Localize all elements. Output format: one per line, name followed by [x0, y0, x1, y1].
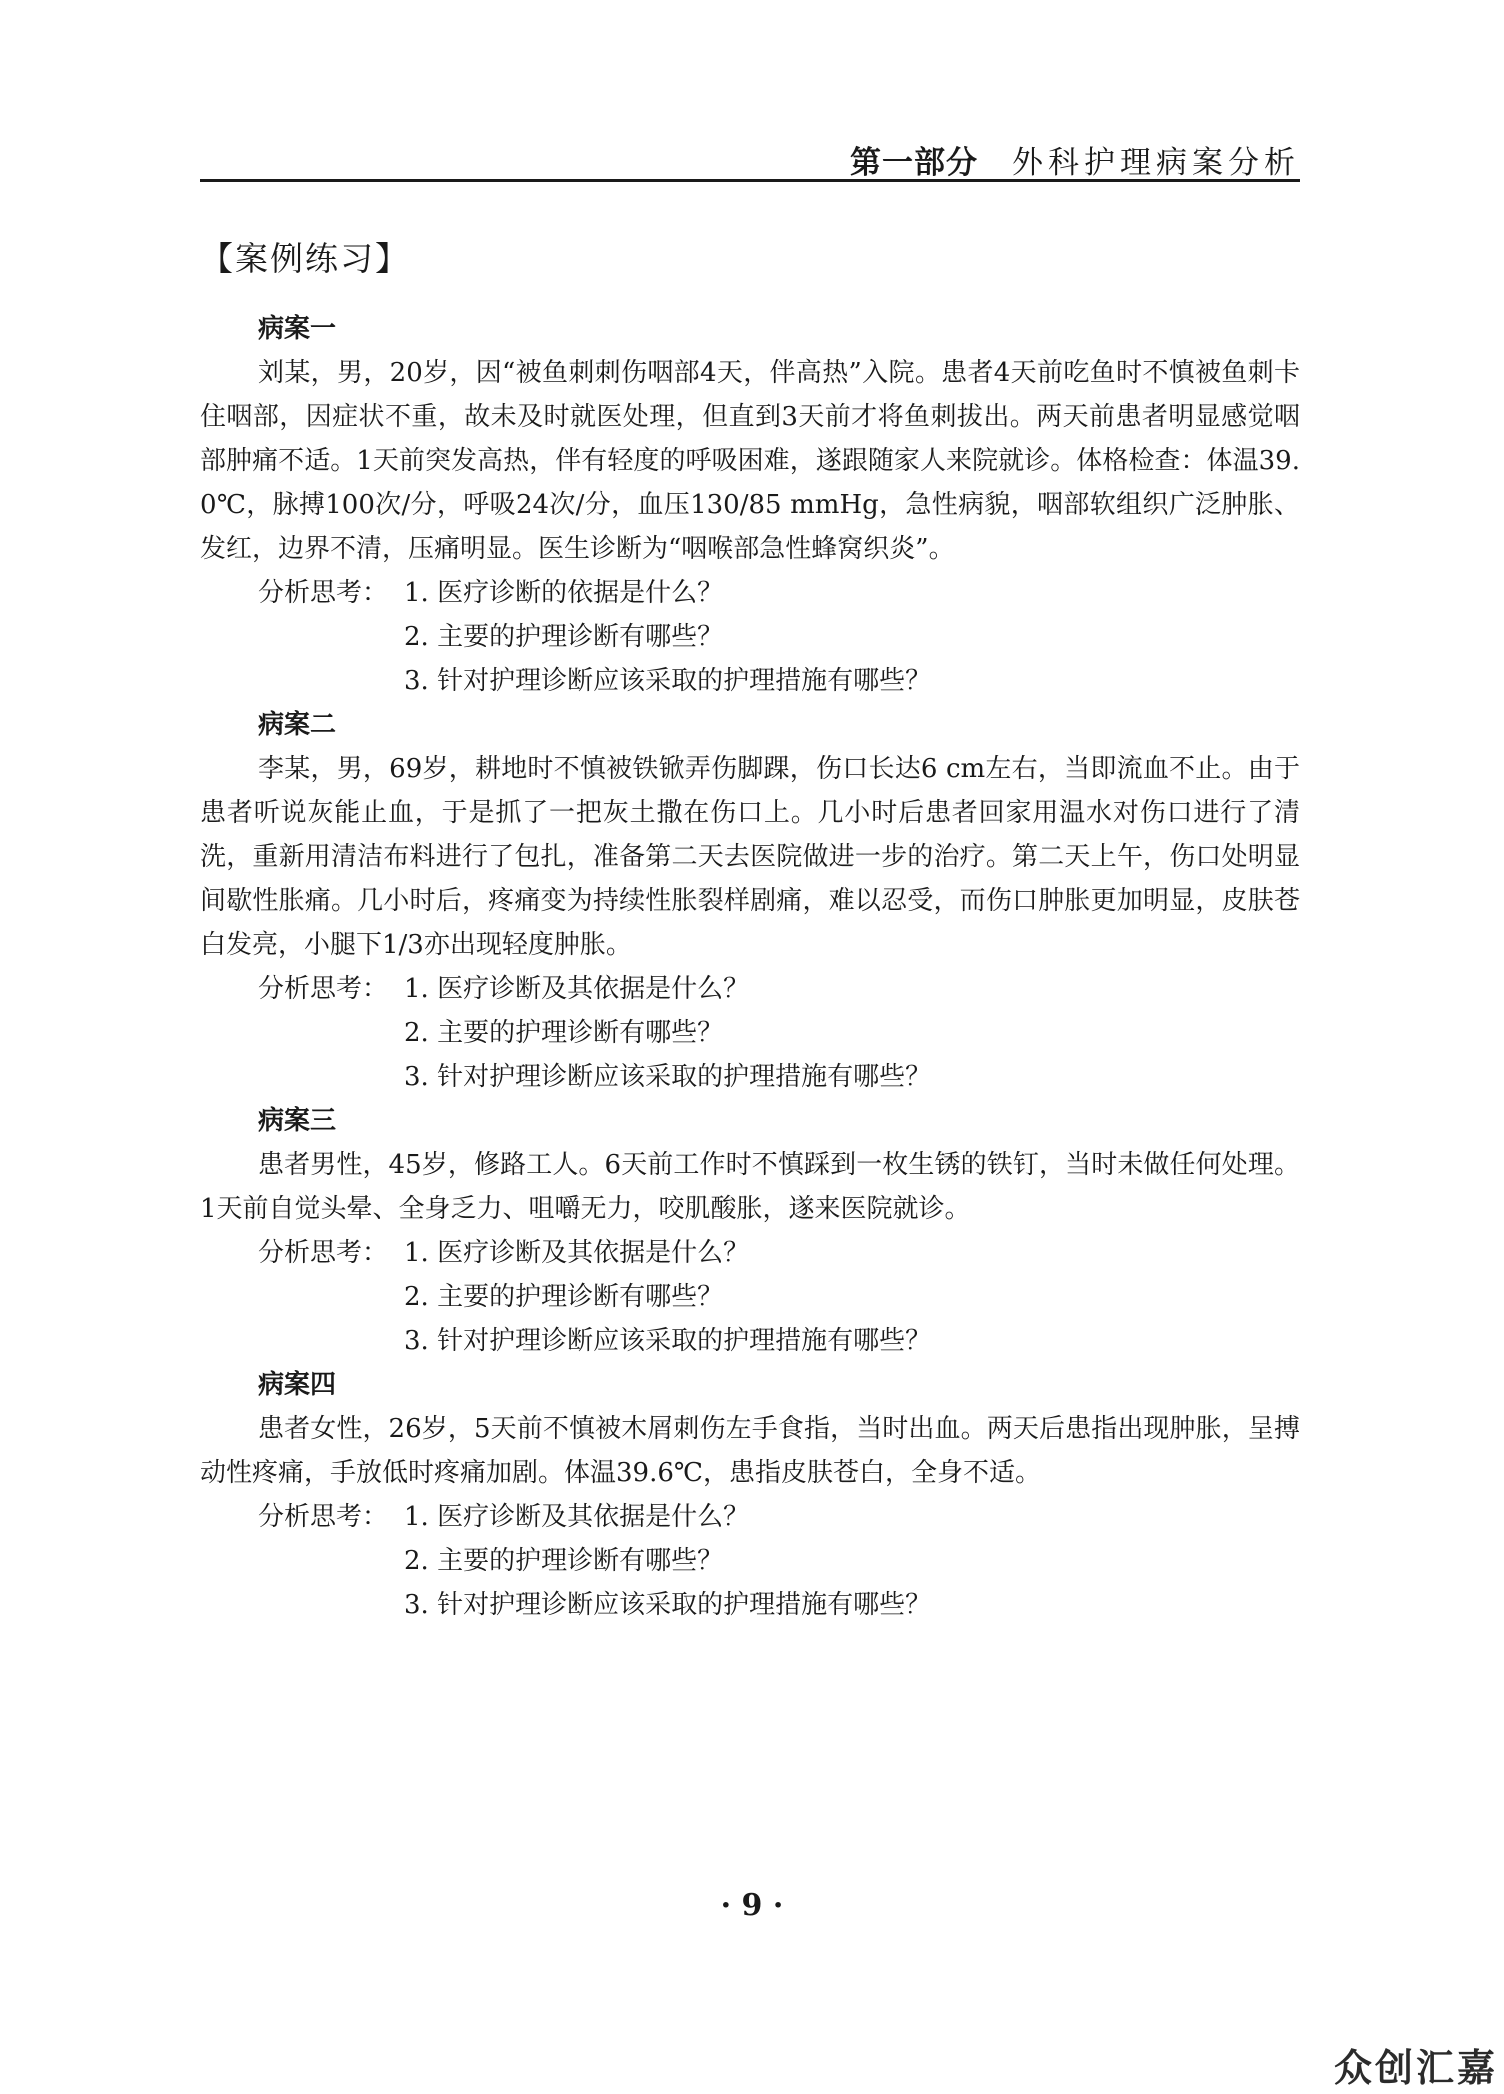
question-item: 2. 主要的护理诊断有哪些？ [404, 1546, 724, 1576]
question-item: 1. 医疗诊断及其依据是什么？ [404, 974, 750, 1004]
question-item: 2. 主要的护理诊断有哪些？ [404, 622, 724, 652]
analysis-label: 分析思考： [258, 1238, 389, 1268]
case-title: 病案四 [258, 1370, 337, 1400]
question-item: 3. 针对护理诊断应该采取的护理措施有哪些？ [404, 1590, 932, 1620]
question-item: 2. 主要的护理诊断有哪些？ [404, 1282, 724, 1312]
header-part-title: 外科护理病案分析 [1012, 145, 1300, 181]
case-text: 刘某，男，20岁，因“被鱼刺刺伤咽部4天，伴高热”入院。患者4天前吃鱼时不慎被鱼刺卡住咽部，因症状不重，故未及时就医处理，但直到3天前才将鱼刺拔出。两天前患者明显感觉咽部肿痛不适。1天前突发高热，伴有轻度的呼吸困难，遂跟随家人来院就诊。体格检查：体温39.0℃，脉搏100次/分，呼吸24次/分，血压130/85 mmHg，急性病貌，咽部软组织广泛肿胀、发红，边界不清，压痛明显。医生诊断为“咽喉部急性蜂窝织炎”。 [200, 358, 1300, 564]
header-part-number: 第一部分 [850, 145, 978, 181]
case-title: 病案二 [258, 710, 337, 740]
case-questions [200, 967, 1300, 1099]
running-header [200, 133, 1300, 182]
question-item: 1. 医疗诊断及其依据是什么？ [404, 1238, 750, 1268]
section-title: 【案例练习】 [200, 239, 410, 278]
case-block [200, 703, 1300, 1099]
analysis-label: 分析思考： [258, 1502, 389, 1532]
case-list [200, 307, 1300, 1627]
case-title: 病案一 [258, 314, 337, 344]
case-questions [200, 571, 1300, 703]
question-item: 3. 针对护理诊断应该采取的护理措施有哪些？ [404, 1326, 932, 1356]
case-questions [200, 1231, 1300, 1363]
case-block [200, 1363, 1300, 1627]
analysis-label: 分析思考： [258, 974, 389, 1004]
question-item: 3. 针对护理诊断应该采取的护理措施有哪些？ [404, 666, 932, 696]
page-number: · 9 · [720, 1888, 784, 1923]
header-part [850, 137, 1300, 182]
case-text: 患者女性，26岁，5天前不慎被木屑刺伤左手食指，当时出血。两天后患指出现肿胀，呈搏动性疼痛，手放低时疼痛加剧。体温39.6℃，患指皮肤苍白，全身不适。 [200, 1414, 1300, 1488]
question-item: 1. 医疗诊断的依据是什么？ [404, 578, 724, 608]
question-item: 3. 针对护理诊断应该采取的护理措施有哪些？ [404, 1062, 932, 1092]
case-block [200, 1099, 1300, 1363]
case-text: 李某，男，69岁，耕地时不慎被铁锨弄伤脚踝，伤口长达6 cm左右，当即流血不止。由于患者听说灰能止血，于是抓了一把灰土撒在伤口上。几小时后患者回家用温水对伤口进行了清洗，重新用清洁布料进行了包扎，准备第二天去医院做进一步的治疗。第二天上午，伤口处明显间歇性胀痛。几小时后，疼痛变为持续性胀裂样剧痛，难以忍受，而伤口肿胀更加明显，皮肤苍白发亮，小腿下1/3亦出现轻度肿胀。 [200, 754, 1300, 960]
watermark-logo: 众创汇嘉 [1333, 2046, 1498, 2090]
case-questions [200, 1495, 1300, 1627]
case-text: 患者男性，45岁，修路工人。6天前工作时不慎踩到一枚生锈的铁钉，当时未做任何处理。1天前自觉头晕、全身乏力、咀嚼无力，咬肌酸胀，遂来医院就诊。 [200, 1150, 1300, 1224]
case-block [200, 307, 1300, 703]
analysis-label: 分析思考： [258, 578, 389, 608]
question-item: 1. 医疗诊断及其依据是什么？ [404, 1502, 750, 1532]
case-title: 病案三 [258, 1106, 337, 1136]
question-item: 2. 主要的护理诊断有哪些？ [404, 1018, 724, 1048]
